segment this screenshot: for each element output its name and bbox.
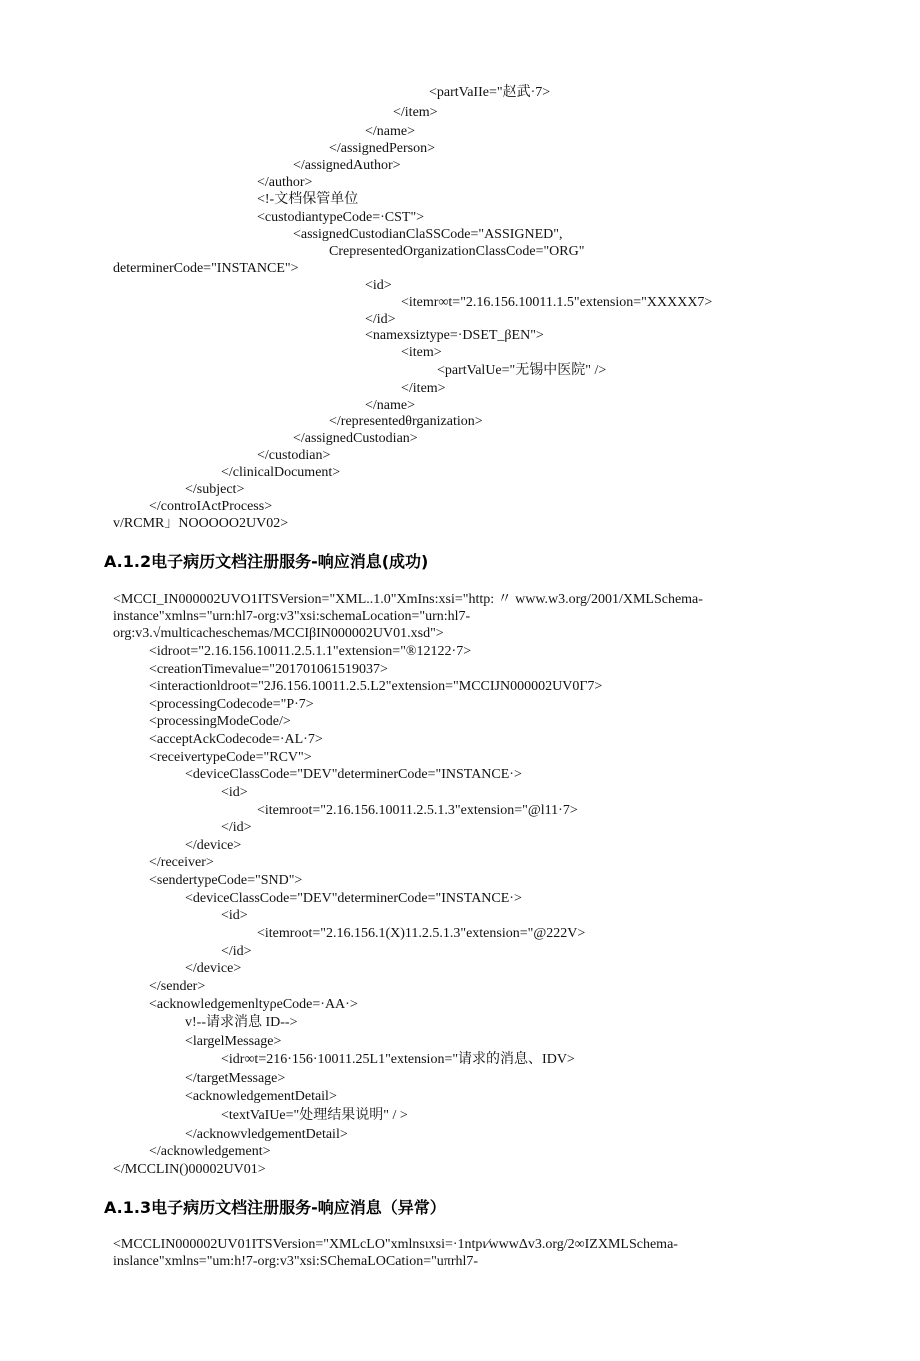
code-comment: v!--请求消息 ID-->: [185, 1015, 298, 1030]
code-line: <textVaIUe="处理结果说明" / >: [221, 1108, 408, 1123]
code-line: </author>: [257, 175, 313, 190]
code-line: <MCCLIN000002UV01ITSVersion="XMLcLO"xmlnsιxsi=·1ntpι∕wwwΔv3.org/2∞IZXMLSchema-: [113, 1237, 678, 1252]
code-line: </controIActProcess>: [149, 499, 273, 514]
code-line: </name>: [365, 398, 415, 413]
code-line: v/RCMR」NOOOOO2UV02>: [113, 516, 289, 531]
code-line: inslance"xmlns="um:h!7-org:v3"xsi:SChemaLOCation="uπrhl7-: [113, 1254, 479, 1269]
code-line: <itemroot="2.16.156.10011.2.5.1.3"extension="@l11·7>: [257, 803, 578, 818]
code-line: </device>: [185, 838, 242, 853]
code-line: <namexsiztype=·DSET_βEN">: [365, 328, 544, 343]
code-line: </assignedPerson>: [329, 141, 436, 156]
code-line: <idr∞t=216·156·10011.25L1"extension="请求的消息、IDV>: [221, 1052, 575, 1067]
code-line: instance"xmlns="urn:hl7-org:v3"xsi:schemaLocation="urn:hl7-: [113, 609, 471, 624]
code-line: </clinicalDocument>: [221, 465, 341, 480]
code-line: <partVaIIe="赵武·7>: [429, 85, 551, 100]
section-heading: A.1.3电子病历文档注册服务-响应消息（异常）: [104, 1198, 446, 1217]
code-line: <id>: [221, 785, 248, 800]
code-line: <largelMessage>: [185, 1034, 282, 1049]
code-line: <sendertypeCode="SND">: [149, 873, 303, 888]
code-line: </custodian>: [257, 448, 331, 463]
code-line: </id>: [221, 820, 252, 835]
section-heading: A.1.2电子病历文档注册服务-响应消息(成功): [104, 552, 429, 571]
code-line: <idroot="2.16.156.10011.2.5.1.1"extension="®12122·7>: [149, 644, 472, 659]
code-line: <processingCodecode="P·7>: [149, 697, 314, 712]
code-line: <deviceClassCode="DEV"determinerCode="INSTANCE·>: [185, 767, 522, 782]
code-line: <itemr∞t="2.16.156.10011.1.5"extension="XXXXX7>: [401, 295, 713, 310]
code-line: </item>: [393, 105, 438, 120]
code-comment: <!-文档保管单位: [257, 192, 359, 207]
code-line: </MCCLIN()00002UV01>: [113, 1162, 266, 1177]
code-line: <item>: [401, 345, 442, 360]
code-line: </assignedCustodian>: [293, 431, 418, 446]
code-line: <assignedCustodianClaSSCode="ASSIGNED",: [293, 227, 563, 242]
code-line: </representedθrganization>: [329, 414, 483, 429]
code-line: </device>: [185, 961, 242, 976]
code-line: </acknowledgement>: [149, 1144, 271, 1159]
code-line: </subject>: [185, 482, 245, 497]
code-line: <acceptAckCodecode=·AL·7>: [149, 732, 323, 747]
code-line: <processingModeCode/>: [149, 714, 291, 729]
code-line: </acknowvledgementDetail>: [185, 1127, 348, 1142]
code-line: determinerCode="INSTANCE">: [113, 261, 299, 276]
code-line: <receivertypeCode="RCV">: [149, 750, 312, 765]
code-line: <id>: [365, 278, 392, 293]
code-line: </assignedAuthor>: [293, 158, 401, 173]
code-line: </name>: [365, 124, 415, 139]
code-line: <itemroot="2.16.156.1(X)11.2.5.1.3"extension="@222V>: [257, 926, 586, 941]
code-line: </sender>: [149, 979, 206, 994]
code-line: </item>: [401, 381, 446, 396]
code-line: <acknowledgemenltyρeCode=·AA·>: [149, 997, 358, 1012]
code-line: <acknowledgementDetail>: [185, 1089, 337, 1104]
code-line: <partValUe="无锡中医院" />: [437, 363, 607, 378]
code-line: org:v3.√multicacheschemas/MCCIβIN000002UV01.xsd">: [113, 626, 444, 641]
code-line: </id>: [365, 312, 396, 327]
code-line: <MCCI_IN000002UVO1ITSVersion="XML..1.0"XmIns:xsi="http: 〃 www.w3.org/2001/XMLSchema-: [113, 592, 703, 607]
code-line: </id>: [221, 944, 252, 959]
code-line: </receiver>: [149, 855, 214, 870]
code-line: <interactionldroot="2J6.156.10011.2.5.L2"extension="MCCIJN000002UV0Γ7>: [149, 679, 603, 694]
code-line: </targetMessage>: [185, 1071, 286, 1086]
code-line: <deviceClassCode="DEV"determinerCode="INSTANCE·>: [185, 891, 522, 906]
code-line: <custodiantypeCode=·CST">: [257, 210, 425, 225]
code-line: CrepresentedOrganizationClassCode="ORG": [329, 244, 585, 259]
code-line: <creationTimevalue="201701061519037>: [149, 662, 388, 677]
code-line: <id>: [221, 908, 248, 923]
